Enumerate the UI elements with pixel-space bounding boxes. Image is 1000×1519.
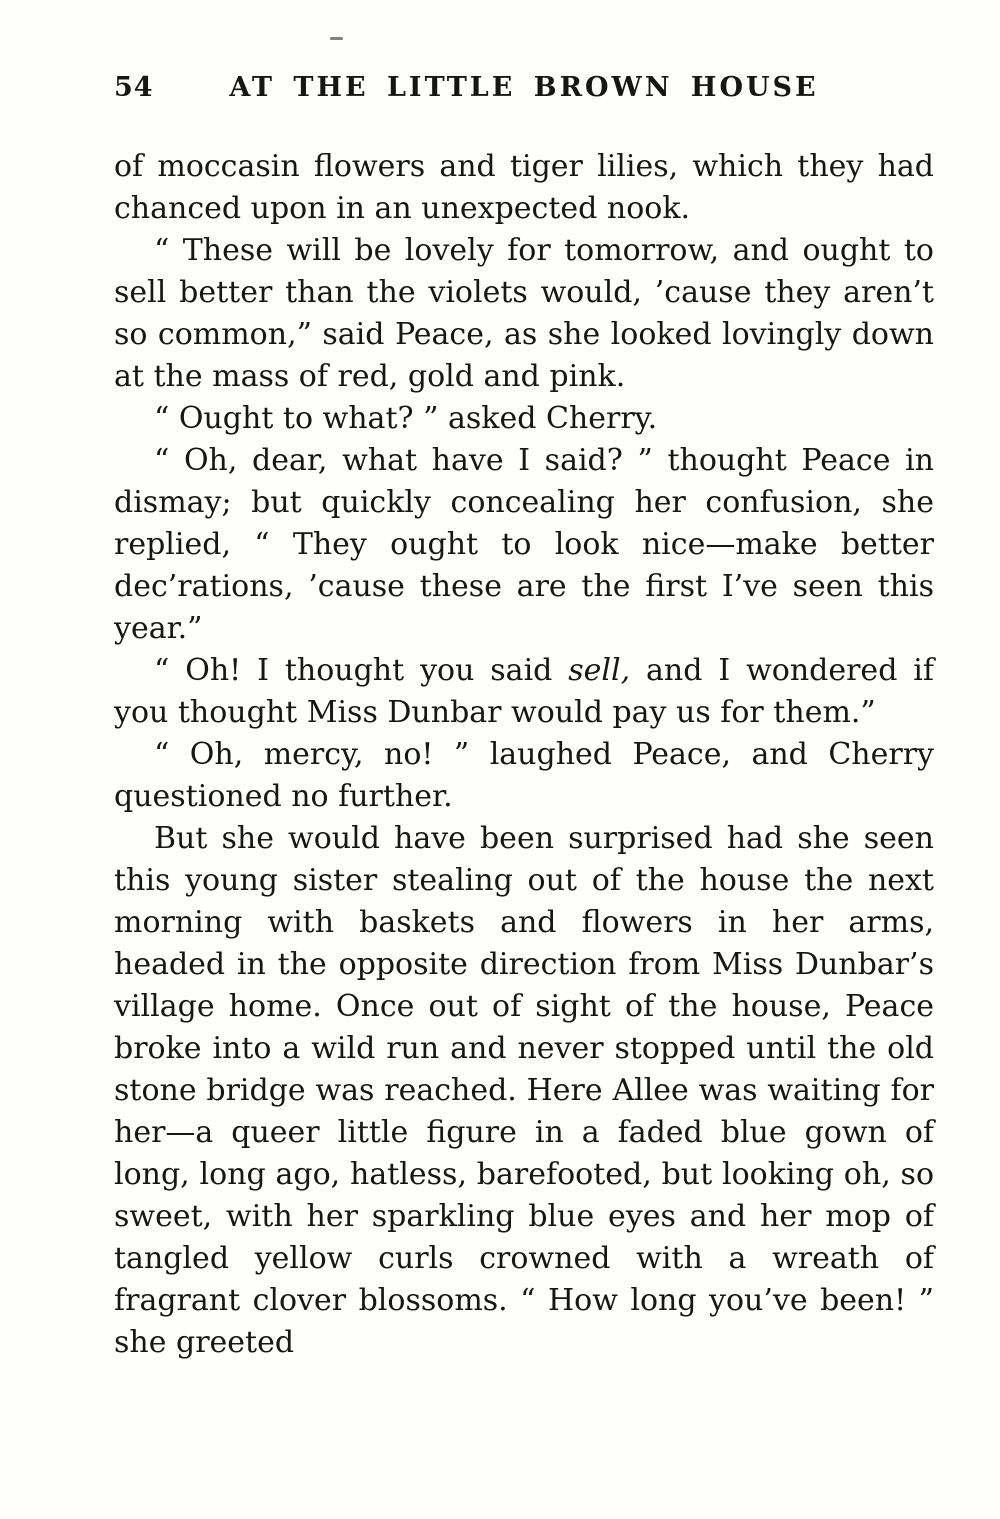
paragraph-segment-italic: sell,: [568, 653, 631, 688]
paragraph: “ Oh, mercy, no! ” laughed Peace, and Cherry questioned no further.: [114, 737, 934, 814]
running-title: AT THE LITTLE BROWN HOUSE: [229, 72, 819, 103]
body-text: [114, 146, 934, 1364]
paragraph: [114, 650, 934, 734]
page-number: 54: [114, 72, 154, 103]
paragraph: But she would have been surprised had she seen this young sister stealing out of the house the next morning with baskets and flowers in her arms, headed in the opposite direction from Miss Dunbar’s village home. Once out of sight of the house, Peace broke into a wild run and never stopped until the old stone bridge was reached. Here Allee was waiting for her—a queer little figure in a faded blue gown of long, long ago, hatless, barefooted, but looking oh, so sweet, with her sparkling blue eyes and her mop of tangled yellow curls crowned with a wreath of fragrant clover blossoms. “ How long you’ve been! ” she greeted: [114, 821, 934, 1360]
paragraph-segment: and I wondered if you thought Miss Dunbar would pay us for them.”: [114, 653, 934, 730]
page-header: [114, 72, 934, 106]
paragraph: “ Oh, dear, what have I said? ” thought Peace in dismay; but quickly concealing her confusion, she replied, “ They ought to look nice—make better dec’rations, ’cause these are the first I’ve seen this year.”: [114, 443, 934, 646]
paragraph: “ Ought to what? ” asked Cherry.: [154, 401, 658, 436]
paragraph: “ These will be lovely for tomorrow, and ought to sell better than the violets would, ’cause they aren’t so common,” said Peace, as she looked lovingly down at the mass of red, gold and pink.: [114, 233, 934, 394]
paragraph-segment: “ Oh! I thought you said: [154, 653, 569, 688]
paragraph-continuation: of moccasin flowers and tiger lilies, which they had chanced upon in an unexpected nook.: [114, 149, 934, 226]
scan-artifact-dash: [330, 37, 343, 40]
